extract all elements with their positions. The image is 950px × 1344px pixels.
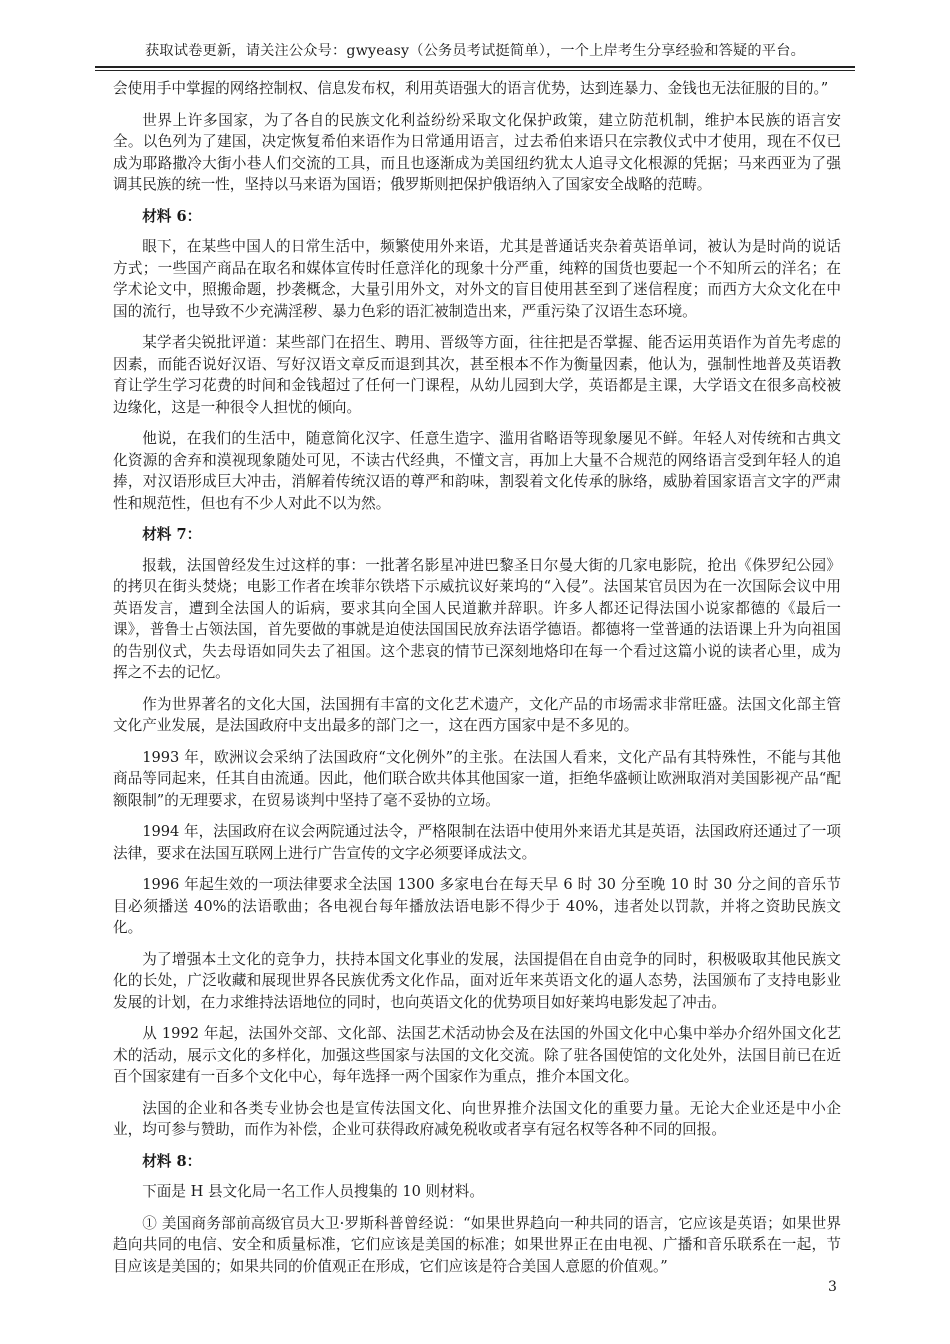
paragraph: ① 美国商务部前高级官员大卫·罗斯科普曾经说：“如果世界趋向一种共同的语言，它应该是英语；如果世界趋向共同的电信、安全和质量标准，它们应该是美国的标准；如果世界正在由电视、广播和音乐联系在一起，节目应该是美国的；如果共同的价值观正在形成，它们应该是符合美国人意愿的价值观。” <box>113 1214 841 1275</box>
paragraph: 1993 年，欧洲议会采纳了法国政府“文化例外”的主张。在法国人看来，文化产品有其特殊性，不能与其他商品等同起来，任其自由流通。因此，他们联合欧共体其他国家一道，拒绝华盛顿让欧洲取消对美国影视产品“配额限制”的无理要求，在贸易谈判中坚持了毫不妥协的立场。 <box>113 748 841 809</box>
paragraph: 他说，在我们的生活中，随意简化汉字、任意生造字、滥用省略语等现象屡见不鲜。年轻人对传统和古典文化资源的舍弃和漠视现象随处可见，不读古代经典，不懂文言，再加上大量不合规范的网络语言受到年轻人的追捧，对汉语形成巨大冲击，消解着传统汉语的尊严和韵味，割裂着文化传承的脉络，威胁着国家语言文字的严肃性和规范性，但也有不少人对此不以为然。 <box>113 430 841 512</box>
section-heading-material-7: 材料 7： <box>142 526 202 543</box>
paragraph: 下面是 H 县文化局一名工作人员搜集的 10 则材料。 <box>142 1183 484 1200</box>
paragraph: 为了增强本土文化的竞争力，扶持本国文化事业的发展，法国提倡在自由竞争的同时，积极吸取其他民族文化的长处，广泛收藏和展现世界各民族优秀文化作品，面对近年来英语文化的逼人态势，法国颁布了支持电影业发展的计划，在力求维持法语地位的同时，也向英语文化的优势项目如好莱坞电影发起了冲击。 <box>113 950 841 1011</box>
paragraph: 眼下，在某些中国人的日常生活中，频繁使用外来语，尤其是普通话夹杂着英语单词，被认为是时尚的说话方式；一些国产商品在取名和媒体宣传时任意洋化的现象十分严重，纯粹的国货也要起一个不知所云的洋名；在学术论文中，照搬命题，抄袭概念，大量引用外文，对外文的盲目使用甚至到了迷信程度；而西方大众文化在中国的流行，也导致不少充满淫秽、暴力色彩的语汇被制造出来，严重污染了汉语生态环境。 <box>113 238 841 320</box>
paragraph: 法国的企业和各类专业协会也是宣传法国文化、向世界推介法国文化的重要力量。无论大企业还是中小企业，均可参与赞助，而作为补偿，企业可获得政府减免税收或者享有冠名权等各种不同的回报。 <box>113 1099 841 1138</box>
paragraph: 某学者尖锐批评道：某些部门在招生、聘用、晋级等方面，往往把是否掌握、能否运用英语作为首先考虑的因素，而能否说好汉语、写好汉语文章反而退到其次，甚至根本不作为衡量因素，他认为，强制性地普及英语教育让学生学习花费的时间和金钱超过了任何一门课程，从幼儿园到大学，英语都是主课，大学语文在很多高校被边缘化，这是一种很令人担忧的倾向。 <box>113 334 841 416</box>
page-number: 3 <box>828 1279 837 1295</box>
paragraph: 报载，法国曾经发生过这样的事：一批著名影星冲进巴黎圣日尔曼大街的几家电影院，抢出《侏罗纪公园》的拷贝在街头焚烧；电影工作者在埃菲尔铁塔下示威抗议好莱坞的“入侵”。法国某官员因为在一次国际会议中用英语发言，遭到全法国人的诟病，要求其向全国人民道歉并辞职。许多人都还记得法国小说家都德的《最后一课》，普鲁士占领法国，首先要做的事就是迫使法国国民放弃法语学德语。都德将一堂普通的法语课上升为向祖国的告别仪式，失去母语如同失去了祖国。这个悲哀的情节已深刻地烙印在每一个看过这篇小说的读者心里，成为挥之不去的记忆。 <box>113 556 841 681</box>
continuation-paragraph: 会使用手中掌握的网络控制权、信息发布权，利用英语强大的语言优势，达到连暴力、金钱也无法征服的目的。” <box>113 80 829 97</box>
section-heading-material-8: 材料 8： <box>142 1152 202 1170</box>
header-rule-thick <box>95 66 855 68</box>
paragraph: 世界上许多国家，为了各自的民族文化利益纷纷采取文化保护政策，建立防范机制，维护本民族的语言安全。以色列为了建国，决定恢复希伯来语作为日常通用语言，过去希伯来语只在宗教仪式中才使用，现在不仅已成为耶路撒冷大街小巷人们交流的工具，而且也逐渐成为美国纽约犹太人追寻文化根源的凭据；马来西亚为了强调其民族的统一性，坚持以马来语为国语；俄罗斯则把保护俄语纳入了国家安全战略的范畴。 <box>113 111 841 193</box>
paragraph: 1996 年起生效的一项法律要求全法国 1300 多家电台在每天早 6 时 30 分至晚 10 时 30 分之间的音乐节目必须播送 40%的法语歌曲；各电视台每年播放法语电影不得少于 40%，违者处以罚款，并将之资助民族文化。 <box>113 876 841 936</box>
header-rule-thin <box>95 70 855 71</box>
paragraph: 1994 年，法国政府在议会两院通过法令，严格限制在法语中使用外来语尤其是英语，法国政府还通过了一项法律，要求在法国互联网上进行广告宣传的文字必须要译成法文。 <box>113 823 841 862</box>
page-header-notice: 获取试卷更新，请关注公众号：gwyeasy（公务员考试挺简单），一个上岸考生分享经验和答疑的平台。 <box>145 43 805 59</box>
document-body <box>113 78 841 1287</box>
paragraph: 从 1992 年起，法国外交部、文化部、法国艺术活动协会及在法国的外国文化中心集中举办介绍外国文化艺术的活动，展示文化的多样化，加强这些国家与法国的文化交流。除了驻各国使馆的文化处外，法国目前已在近百个国家建有一百多个文化中心，每年选择一两个国家作为重点，推介本国文化。 <box>113 1025 841 1085</box>
section-heading-material-6: 材料 6： <box>142 207 202 225</box>
paragraph: 作为世界著名的文化大国，法国拥有丰富的文化艺术遗产，文化产品的市场需求非常旺盛。法国文化部主管文化产业发展，是法国政府中支出最多的部门之一，这在西方国家中是不多见的。 <box>113 695 841 734</box>
